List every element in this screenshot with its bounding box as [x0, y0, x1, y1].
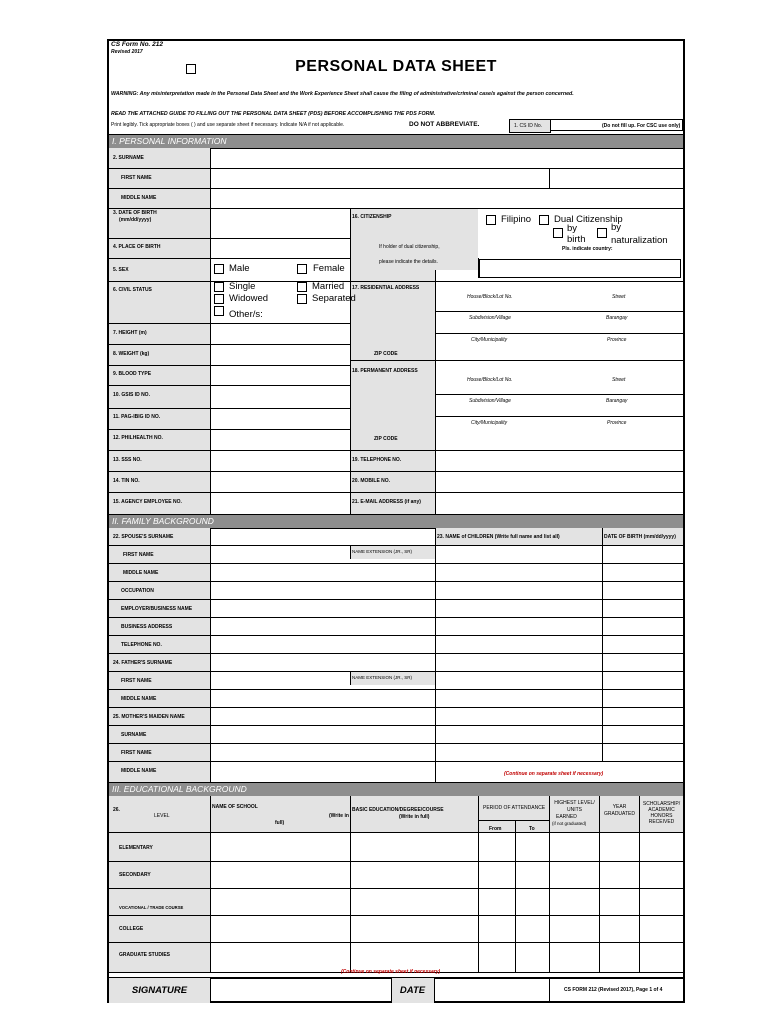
opt-nat-b: naturalization [611, 235, 668, 246]
opt-married: Married [312, 281, 345, 292]
label-family-telephone: TELEPHONE NO. [121, 642, 162, 648]
opt-single: Single [229, 281, 256, 292]
edu-year-b: GRADUATED [603, 811, 636, 817]
edu-school-b: (Write in [329, 813, 349, 819]
page-footer: CS FORM 212 (Revised 2017), Page 1 of 4 [564, 987, 663, 993]
label-father-surname: 24. FATHER'S SURNAME [113, 660, 173, 666]
label-employer: EMPLOYER/BUSINESS NAME [121, 606, 193, 612]
opt-separated: Separated [312, 293, 356, 304]
edu-from: From [489, 826, 502, 832]
label-email: 21. E-MAIL ADDRESS (if any) [352, 499, 421, 505]
father-name-ext: NAME EXTENSION (JR., SR) [352, 675, 413, 680]
dual-note-2: please indicate the details. [379, 259, 438, 265]
family-row-line [109, 743, 683, 744]
edu-level-college: COLLEGE [119, 926, 144, 932]
label-agency: 15. AGENCY EMPLOYEE NO. [113, 499, 182, 505]
form-number: CS Form No. 212 [111, 41, 164, 48]
edu-continue-note: (Continue on separate sheet if necessary) [341, 969, 441, 975]
label-weight: 8. WEIGHT (kg) [113, 351, 150, 357]
label-philhealth: 12. PHILHEALTH NO. [113, 435, 163, 441]
edu-period: PERIOD OF ATTENDANCE [483, 805, 546, 811]
label-height: 7. HEIGHT (m) [113, 330, 147, 336]
opt-nat-a: by [611, 222, 622, 233]
citizenship-filipino-checkbox[interactable] [486, 215, 496, 225]
edu-level-column [109, 832, 210, 972]
opt-others: Other/s: [229, 309, 263, 320]
csc-use-note: (Do not fill up. For CSC use only) [602, 123, 681, 129]
label-blood: 9. BLOOD TYPE [113, 371, 152, 377]
family-continue-note: (Continue on separate sheet if necessary) [504, 771, 604, 777]
label-pagibig: 11. PAG-IBIG ID NO. [113, 414, 161, 420]
opt-by-birth-b: birth [567, 234, 586, 245]
label-sss: 13. SSS NO. [113, 457, 142, 463]
family-row-line [109, 617, 683, 618]
edu-highest-a: HIGHEST LEVEL/ [554, 800, 595, 806]
res-brgy: Barangay [606, 315, 628, 321]
label-citizenship: 16. CITIZENSHIP [352, 214, 392, 220]
edu-level-elementary: ELEMENTARY [119, 845, 153, 851]
edu-level-header: LEVEL [154, 813, 170, 819]
label-mobile: 20. MOBILE NO. [352, 478, 391, 484]
citizenship-dual-checkbox[interactable] [539, 215, 549, 225]
res-street: Street [612, 294, 626, 300]
perm-house: House/Block/Lot No. [467, 377, 513, 383]
edu-schol-c: HONORS [650, 813, 673, 819]
res-subd: Subdivision/Village [469, 315, 511, 321]
civil-separated-checkbox[interactable] [297, 294, 307, 304]
label-res-zip: ZIP CODE [374, 351, 398, 357]
perm-brgy: Barangay [606, 398, 628, 404]
pls-indicate-country: Pls. indicate country: [562, 246, 613, 252]
edu-schol-b: ACADEMIC [648, 807, 675, 813]
label-mother-middlename: MIDDLE NAME [121, 768, 157, 774]
date-label: DATE [399, 985, 426, 996]
label-father-firstname: FIRST NAME [121, 678, 152, 684]
dual-note-1: If holder of dual citizenship, [379, 244, 440, 250]
pds-form [107, 39, 685, 1003]
label-res-address: 17. RESIDENTIAL ADDRESS [352, 285, 420, 291]
label-telephone: 19. TELEPHONE NO. [352, 457, 402, 463]
edu-school-a: NAME OF SCHOOL [212, 804, 258, 810]
family-row-line [109, 545, 683, 546]
family-row-line [109, 581, 683, 582]
family-row-line [109, 707, 683, 708]
label-dob-format: (mm/dd/yyyy) [119, 217, 152, 223]
opt-by-birth-a: by [567, 223, 578, 234]
opt-dual: Dual Citizenship [554, 214, 623, 225]
edu-number: 26. [113, 807, 120, 813]
page-title: PERSONAL DATA SHEET [295, 58, 497, 75]
label-spouse-middlename: MIDDLE NAME [123, 570, 159, 576]
edu-course-a: BASIC EDUCATION/DEGREE/COURSE [352, 807, 444, 813]
section-family: II. FAMILY BACKGROUND [109, 514, 683, 529]
label-mother: 25. MOTHER'S MAIDEN NAME [113, 714, 185, 720]
family-row-line [109, 653, 683, 654]
instruction-text: Print legibly. Tick appropriate boxes ( ) and use separate sheet if necessary. Indicate N/A if not applicable. [111, 122, 345, 128]
edu-highest-c: EARNED [556, 814, 577, 820]
edu-school-c: full) [275, 820, 285, 826]
opt-widowed: Widowed [229, 293, 269, 304]
civil-single-checkbox[interactable] [214, 282, 224, 292]
edu-level-graduate: GRADUATE STUDIES [119, 952, 171, 958]
label-gsis: 10. GSIS ID NO. [113, 392, 150, 398]
label-perm-address: 18. PERMANENT ADDRESS [352, 368, 418, 374]
family-row-line [109, 563, 683, 564]
family-row-line [109, 725, 683, 726]
sex-female-checkbox[interactable] [297, 264, 307, 274]
edu-schol-a: SCHOLARSHIP/ [642, 801, 681, 807]
label-tin: 14. TIN NO. [113, 478, 140, 484]
res-prov: Province [607, 337, 627, 343]
label-child-dob: DATE OF BIRTH (mm/dd/yyyy) [604, 534, 676, 540]
spouse-name-ext: NAME EXTENSION (JR., SR) [352, 549, 413, 554]
warning-checkbox[interactable] [186, 64, 196, 74]
family-row-line [109, 635, 683, 636]
edu-course-b: (Write in full) [399, 814, 430, 820]
warning-text: WARNING: Any misinterpretation made in the Personal Data Sheet and the Work Experience Sheet shall cause the filing of administrative/criminal case/s against the person concerned. [111, 91, 574, 97]
no-abbreviate: DO NOT ABBREVIATE. [409, 121, 480, 128]
perm-prov: Province [607, 420, 627, 426]
family-row-line [109, 671, 683, 672]
label-firstname: FIRST NAME [121, 175, 152, 181]
edu-to: To [529, 826, 535, 832]
label-dob: 3. DATE OF BIRTH [113, 210, 157, 216]
label-pob: 4. PLACE OF BIRTH [113, 244, 161, 250]
dual-country-input[interactable] [479, 259, 681, 278]
revision: Revised 2017 [111, 49, 143, 55]
label-children: 23. NAME of CHILDREN (Write full name and list all) [437, 534, 560, 540]
edu-level-secondary: SECONDARY [119, 872, 151, 878]
label-perm-zip: ZIP CODE [374, 436, 398, 442]
label-sex: 5. SEX [113, 267, 129, 273]
guide-text: READ THE ATTACHED GUIDE TO FILLING OUT THE PERSONAL DATA SHEET (PDS) BEFORE ACCOMPLISHING THE PDS FORM. [111, 111, 436, 117]
label-mother-firstname: FIRST NAME [121, 750, 152, 756]
label-spouse-firstname: FIRST NAME [123, 552, 154, 558]
section-personal: I. PERSONAL INFORMATION [109, 134, 683, 149]
edu-level-vocational: VOCATIONAL / TRADE COURSE [119, 905, 184, 910]
opt-female: Female [313, 263, 345, 274]
cs-id-label: 1. CS ID No. [514, 123, 543, 129]
edu-year-a: YEAR [612, 804, 627, 810]
dual-by-birth-checkbox[interactable] [553, 228, 563, 238]
perm-subd: Subdivision/Village [469, 398, 511, 404]
perm-street: Street [612, 377, 626, 383]
label-mother-surname: SURNAME [121, 732, 147, 738]
civil-others-checkbox[interactable] [214, 306, 224, 316]
label-surname: 2. SURNAME [113, 155, 144, 161]
date-input[interactable] [435, 979, 548, 1002]
signature-input[interactable] [211, 979, 390, 1002]
family-row-line [109, 599, 683, 600]
res-city: City/Municipality [471, 337, 508, 343]
opt-filipino: Filipino [501, 214, 532, 225]
dual-naturalization-checkbox[interactable] [597, 228, 607, 238]
label-spouse-surname: 22. SPOUSE'S SURNAME [113, 534, 174, 540]
edu-highest-d: (if not graduated) [552, 821, 587, 826]
label-civil-status: 6. CIVIL STATUS [113, 287, 152, 293]
label-middlename: MIDDLE NAME [121, 195, 157, 201]
civil-married-checkbox[interactable] [297, 282, 307, 292]
perm-city: City/Municipality [471, 420, 508, 426]
signature-label: SIGNATURE [131, 985, 188, 996]
label-business-address: BUSINESS ADDRESS [121, 624, 173, 630]
civil-widowed-checkbox[interactable] [214, 294, 224, 304]
section-education: III. EDUCATIONAL BACKGROUND [109, 782, 683, 797]
edu-highest-b: UNITS [567, 807, 582, 813]
opt-male: Male [229, 263, 250, 274]
label-occupation: OCCUPATION [121, 588, 154, 594]
sex-male-checkbox[interactable] [214, 264, 224, 274]
family-row-line [109, 761, 683, 762]
label-father-middlename: MIDDLE NAME [121, 696, 157, 702]
edu-schol-d: RECEIVED [648, 819, 675, 825]
civil-status-group [211, 281, 356, 320]
family-row-line [109, 689, 683, 690]
res-house: House/Block/Lot No. [467, 294, 513, 300]
